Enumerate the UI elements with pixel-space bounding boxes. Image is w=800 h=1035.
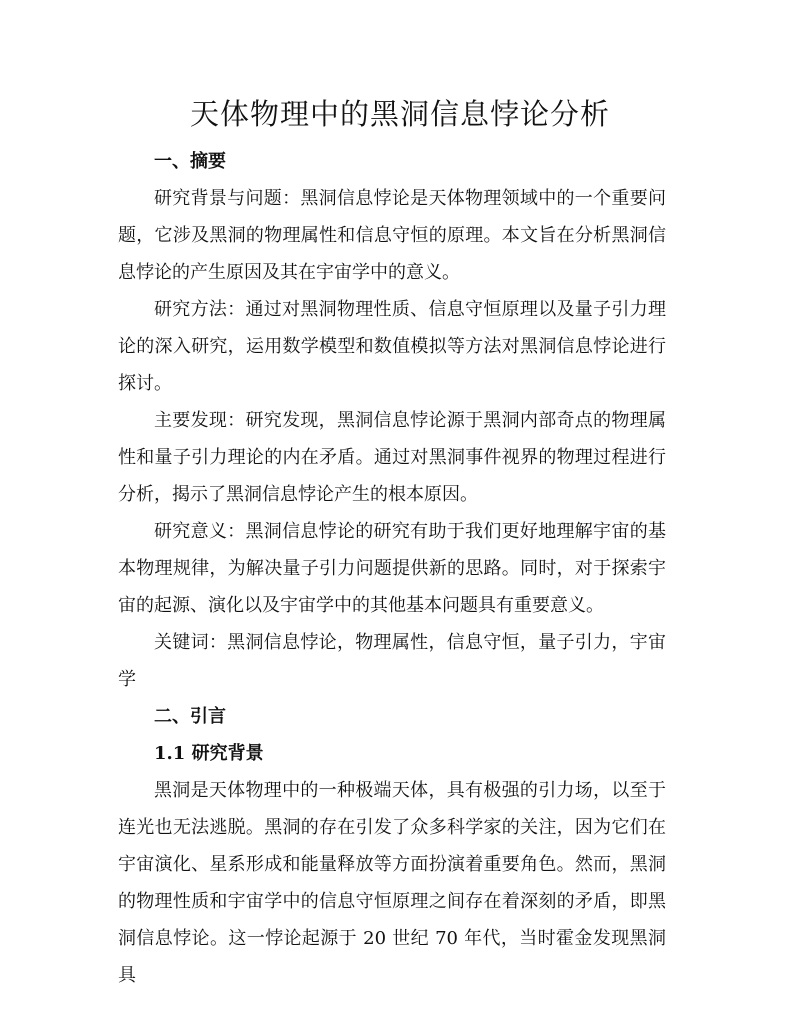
- abstract-methods-paragraph: 研究方法：通过对黑洞物理性质、信息守恒原理以及量子引力理论的深入研究，运用数学模型和数值模拟等方法对黑洞信息悖论进行探讨。: [118, 299, 666, 394]
- abstract-keywords-paragraph: 关键词：黑洞信息悖论，物理属性，信息守恒，量子引力，宇宙学: [118, 632, 666, 690]
- abstract-significance-paragraph: 研究意义：黑洞信息悖论的研究有助于我们更好地理解宇宙的基本物理规律，为解决量子引力问题提供新的思路。同时，对于探索宇宙的起源、演化以及宇宙学中的其他基本问题具有重要意义。: [118, 521, 666, 616]
- research-background-subheading: 1.1 研究背景: [154, 743, 264, 764]
- abstract-findings-paragraph: 主要发现：研究发现，黑洞信息悖论源于黑洞内部奇点的物理属性和量子引力理论的内在矛盾。通过对黑洞事件视界的物理过程进行分析，揭示了黑洞信息悖论产生的根本原因。: [118, 410, 666, 505]
- document-body: [118, 143, 666, 994]
- introduction-heading: 二、引言: [154, 706, 226, 727]
- abstract-background-paragraph: 研究背景与问题：黑洞信息悖论是天体物理领域中的一个重要问题，它涉及黑洞的物理属性和信息守恒的原理。本文旨在分析黑洞信息悖论的产生原因及其在宇宙学中的意义。: [118, 188, 666, 283]
- abstract-heading: 一、摘要: [154, 151, 226, 172]
- research-background-paragraph: 黑洞是天体物理中的一种极端天体，具有极强的引力场，以至于连光也无法逃脱。黑洞的存在引发了众多科学家的关注，因为它们在宇宙演化、星系形成和能量释放等方面扮演着重要角色。然而，黑洞的物理性质和宇宙学中的信息守恒原理之间存在着深刻的矛盾，即黑洞信息悖论。这一悖论起源于 20 世纪 70 年代，当时霍金发现黑洞具: [118, 780, 666, 986]
- document-title: 天体物理中的黑洞信息悖论分析: [189, 97, 610, 131]
